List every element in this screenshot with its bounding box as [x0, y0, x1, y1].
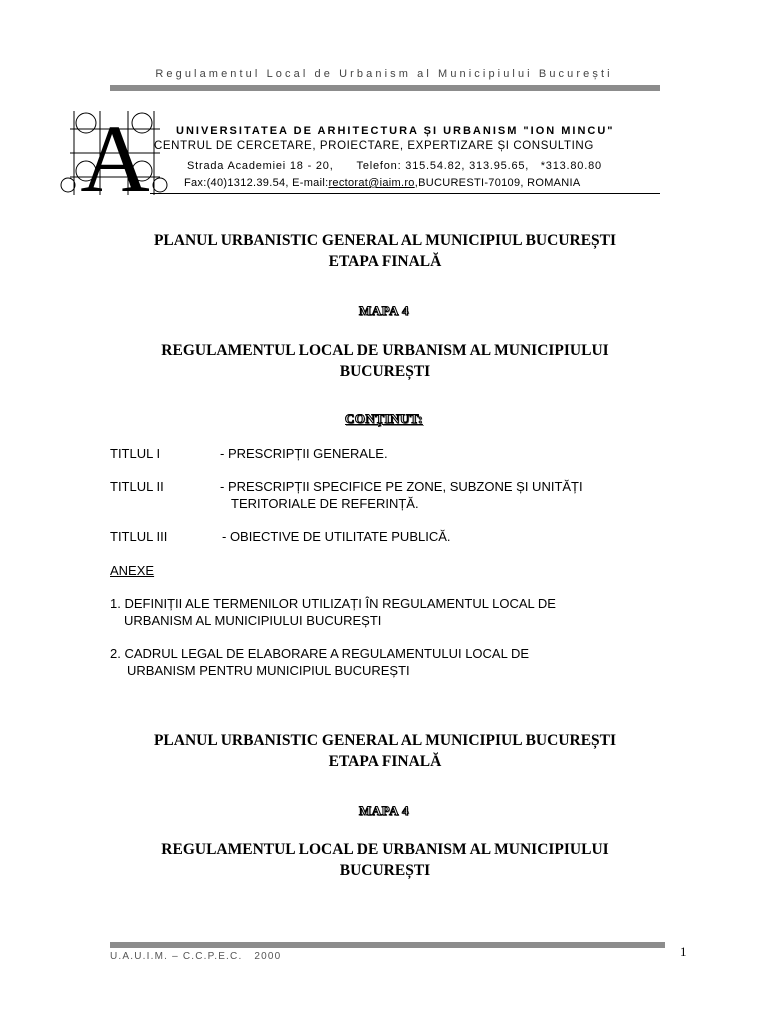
university-logo	[60, 107, 170, 199]
plan-title	[100, 230, 670, 272]
anexa-1-line1: 1. DEFINIȚII ALE TERMENILOR UTILIZAȚI ÎN REGULAMENTUL LOCAL DE	[110, 596, 556, 611]
institution-address: Strada Academiei 18 - 20, Telefon: 315.54.82, 313.95.65, *313.80.80	[187, 160, 602, 172]
anexa-1-line2: URBANISM AL MUNICIPIULUI BUCUREȘTI	[124, 613, 382, 628]
toc-title-3-label: TITLUL III	[110, 529, 168, 544]
email-link[interactable]: rectorat@iaim.ro	[328, 177, 415, 189]
contents-heading: CONȚINUT:	[345, 411, 423, 426]
plan-title-repeat	[100, 730, 670, 772]
regulation-title-repeat-line2: BUCUREȘTI	[339, 862, 431, 879]
footer-text: U.A.U.I.M. – C.C.P.E.C. 2000	[110, 951, 282, 962]
toc-title-1-label: TITLUL I	[110, 446, 161, 461]
toc-title-3-text: - OBIECTIVE DE UTILITATE PUBLICĂ.	[222, 529, 451, 544]
regulation-title-repeat-line1: REGULAMENTUL LOCAL DE URBANISM AL MUNICIPIULUI	[161, 841, 609, 858]
plan-title-line1: PLANUL URBANISTIC GENERAL AL MUNICIPIUL BUCUREȘTI	[153, 232, 617, 249]
plan-title-line2: ETAPA FINALĂ	[328, 253, 442, 270]
plan-title-repeat-line2: ETAPA FINALĂ	[328, 753, 442, 770]
regulation-title-line2: BUCUREȘTI	[339, 363, 431, 380]
regulation-title-repeat	[100, 839, 670, 881]
anexa-2-line2: URBANISM PENTRU MUNICIPIUL BUCUREȘTI	[127, 663, 410, 678]
regulation-title	[100, 340, 670, 382]
footer-rule	[110, 942, 665, 948]
fax-text: Fax:(40)1312.39.54, E-mail:	[184, 177, 329, 189]
anexe-label: ANEXE	[110, 563, 155, 578]
mapa-label-repeat: MAPA 4	[358, 803, 410, 818]
toc-title-2-text: - PRESCRIPȚII SPECIFICE PE ZONE, SUBZONE ȘI UNITĂȚI	[220, 479, 583, 494]
regulation-title-line1: REGULAMENTUL LOCAL DE URBANISM AL MUNICIPIULUI	[161, 342, 609, 359]
anexa-2-line1: 2. CADRUL LEGAL DE ELABORARE A REGULAMENTULUI LOCAL DE	[110, 646, 530, 661]
header-rule	[110, 85, 660, 91]
toc-title-2-label: TITLUL II	[110, 479, 164, 494]
page-number: 1	[680, 944, 687, 959]
toc-title-2-text-cont: TERITORIALE DE REFERINȚĂ.	[231, 496, 419, 511]
mapa-label: MAPA 4	[358, 303, 410, 318]
logo-letter: A	[80, 107, 150, 199]
institution-name: UNIVERSITATEA DE ARHITECTURA ȘI URBANISM "ION MINCU"	[176, 125, 615, 137]
plan-title-repeat-line1: PLANUL URBANISTIC GENERAL AL MUNICIPIUL BUCUREȘTI	[153, 732, 617, 749]
institution-contact	[184, 177, 581, 189]
institution-subtitle: CENTRUL DE CERCETARE, PROIECTARE, EXPERTIZARE ȘI CONSULTING	[154, 140, 594, 152]
toc-title-1-text: - PRESCRIPȚII GENERALE.	[220, 446, 388, 461]
running-header: Regulamentul Local de Urbanism al Municipiului București	[155, 68, 613, 80]
city-text: ,BUCURESTI-70109, ROMANIA	[414, 177, 581, 189]
institution-rule	[150, 193, 660, 194]
